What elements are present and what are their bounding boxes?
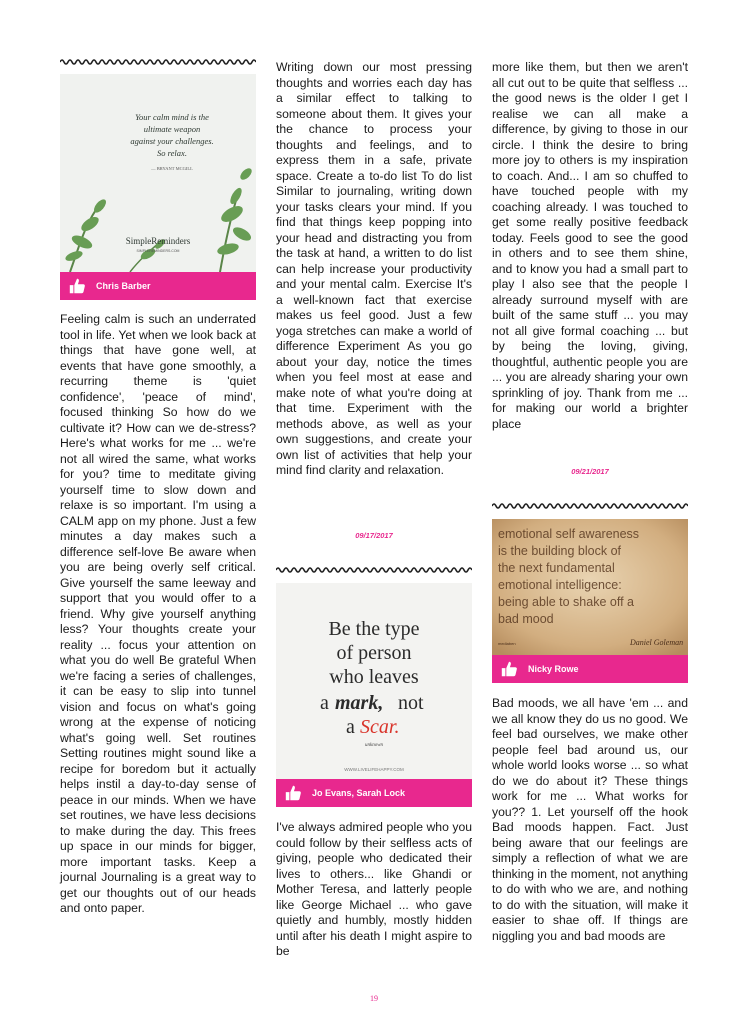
quote-attribution: unknown [364, 743, 384, 748]
post-date: 09/21/2017 [571, 467, 609, 476]
thumbs-up-icon[interactable] [68, 277, 86, 295]
wavy-divider [276, 566, 472, 574]
author-bar [492, 655, 688, 683]
quote-line: who leaves [329, 666, 419, 688]
quote-line: being able to shake off a [498, 595, 634, 609]
quote-word-mark: mark, [335, 692, 384, 714]
quote-attribution: — BRYANT MCGILL [151, 166, 193, 171]
page-number: 19 [370, 994, 378, 1003]
article-text: Feeling calm is such an underrated tool in life. Yet when we look back at things that have gone well, at events that have gone smoothly, a recurring theme is 'quiet confidence', 'peace of mind', focused thinking So how do we cultivate it? How can we de-stress? Here's what works for me ... we're not all wired the same, what works for you? time to meditate giving yourself time to slow down and relaxe is so important. I'm using a CALM app on my phone. Just a few minutes a day makes such a difference self-love Be aware when you are being overly self critical. Give yourself the same leeway and support that you would offer to a friend. Why give yourself anything less? Your thoughts create your reality ... focus your attention on what you do well Be grateful When we're facing a series of challenges, it can be easy to slip into tunnel vision and focus on what's going wrong at the expense of noticing what's going well. Set routines Setting routines might sound like a recipe for boredom but it actually helps instil a day-to-day sense of peace in our minds. When we have set routines, we have less decisions to make during the day. This frees up space in our minds for bigger, more important tasks. Keep a journal Journaling is a great way to get our thoughts out of our heads and onto paper. [60, 312, 256, 915]
quote-line: emotional self awareness [498, 527, 640, 541]
quote-line: Be the type [328, 618, 420, 640]
author-name[interactable]: Nicky Rowe [528, 664, 579, 674]
quote-image-calm-mind [60, 74, 256, 272]
quote-line: is the building block of [498, 544, 621, 558]
quote-line: Your calm mind is the [135, 112, 209, 122]
author-bar [276, 779, 472, 807]
article-text: I've always admired people who you could follow by their selfless acts of giving, people who dedicated their lives to others... like Ghandi or Mother Teresa, and latterly people like George Michael ... who gave quietly and humbly, mostly hidden until after his death I might aspire to be [276, 820, 472, 958]
quote-image-leave-a-mark [276, 583, 472, 779]
author-bar [60, 272, 256, 300]
wavy-divider [60, 58, 256, 66]
quote-word: a [320, 692, 329, 714]
brand-logo: mediaben [498, 641, 516, 646]
quote-line: So relax. [157, 148, 187, 158]
article-text: more like them, but then we aren't all cut out to be quite that selfless ... the good news is the older I get I realise we can all make a difference, by giving to those in our circle. I think the desire to bring more joy to others is my inspiration to coach. And... I am so chuffed to have touched people with my coaching already. I was touched to get some really positive feedback today. Feels good to see the good in others and to see them shine, and to know you had a small part to play I also see that the people I already surround myself with are built of the same stuff ... you may not all give formal coaching ... but by being the loving, giving, thoughtful, authentic people you are ... you are already sharing your own sprinkling of joy. Thank from me ... for making our world a brighter place [492, 60, 688, 431]
article-text: Writing down our most pressing thoughts and worries each day has a similar effect to talking to someone about them. It gives your the chance to process your thoughts and feelings, and to express them in a safe, private space. Create a to-do list To do list Similar to journaling, writing down your tasks clears your mind. If you find that things keep popping into your head and distracting you from the task at hand, a written to do list can help increase your productivity and your mental calm. Exercise It's a well-known fact that exercise makes us feel good. Just a few yoga stretches can make a world of difference Experiment As you go about your day, notice the times when you feel most at ease and make note of what you're doing at that time. Experiment with the methods above, as well as your own suggestions, and create your own list of activities that help your mind find clarity and relaxation. [276, 60, 472, 477]
article-text: Bad moods, we all have 'em ... and we all know they do us no good. We feel bad ourselves, we make other people feel bad around us, our whole world looks worse ... so what do we do about it? These things work for me ... What works for you?? 1. Let yourself off the hook Bad moods happen. Fact. Just being aware that our feelings are simply a reflection of what we are thinking in the moment, not anything to do with who we are, and nothing to do with the situation, will make it easier to shae off. If things are niggling you and bad moods are [492, 696, 688, 943]
author-name[interactable]: Jo Evans, Sarah Lock [312, 788, 406, 798]
quote-word: a [346, 716, 355, 738]
thumbs-up-icon[interactable] [500, 660, 518, 678]
wavy-divider [492, 502, 688, 510]
post-date: 09/17/2017 [355, 531, 393, 540]
quote-line: emotional intelligence: [498, 578, 622, 592]
author-name[interactable]: Chris Barber [96, 281, 151, 291]
quote-line: of person [336, 642, 412, 664]
brand-url: SIMPLEREMINDERS.COM [136, 249, 180, 253]
thumbs-up-icon[interactable] [284, 784, 302, 802]
quote-word: not [398, 692, 424, 714]
brand-logo: SimpleReminders [125, 236, 191, 246]
website-url: WWW.LIVELIFEHAPPY.COM [344, 767, 404, 772]
quote-image-emotional-awareness [492, 519, 688, 655]
quote-word-scar: Scar. [360, 716, 400, 738]
quote-attribution: Daniel Goleman [630, 638, 684, 647]
quote-line: against your challenges. [130, 136, 214, 146]
quote-line: the next fundamental [498, 561, 615, 575]
quote-line: bad mood [498, 612, 554, 626]
quote-line: ultimate weapon [143, 124, 201, 134]
